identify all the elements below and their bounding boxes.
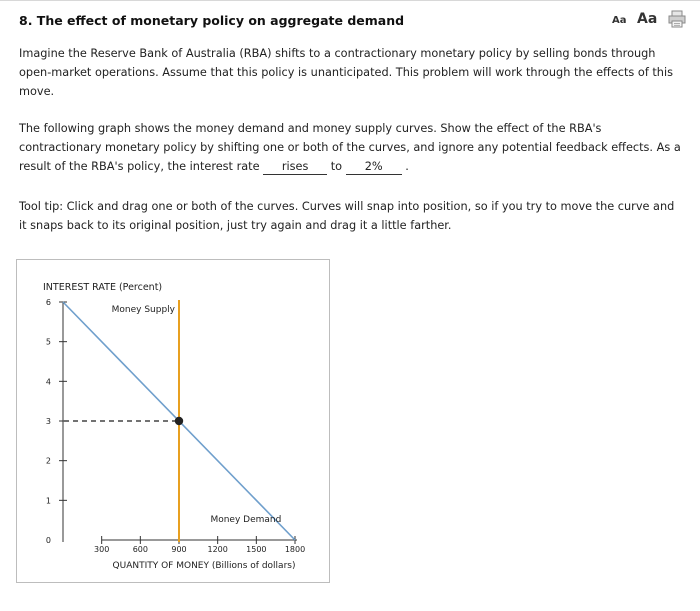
tool-tip-paragraph: Tool tip: Click and drag one or both of the curves. Curves will snap into position, so if you try to move the curve and it snaps back to its original position, just try again and drag it a little farther. — [19, 200, 675, 232]
x-tick-label: 600 — [132, 545, 148, 554]
y-tick-label: 2 — [45, 456, 51, 466]
y-tick-label: 1 — [45, 496, 51, 506]
y-axis-label: INTEREST RATE (Percent) — [43, 282, 163, 293]
y-tick-label: 3 — [45, 417, 51, 426]
x-tick-label: 1200 — [207, 545, 228, 554]
interest-rate-dropdown[interactable]: 2% — [346, 160, 402, 175]
period-text: . — [405, 160, 409, 173]
interest-direction-dropdown[interactable]: rises — [263, 160, 327, 175]
x-tick-label: 1500 — [246, 545, 267, 554]
x-tick-label: 900 — [171, 545, 187, 554]
money-supply-label: Money Supply — [111, 305, 175, 315]
to-text: to — [330, 160, 343, 173]
instruction-text: The following graph shows the money demand and money supply curves. Show the effect of the RBA's contractionary monetary policy by shifting one or both of the curves, and ignore any potential feedback effects. As a result of the RBA's policy, the interest rate — [19, 122, 681, 173]
graph-panel — [16, 259, 330, 583]
top-divider — [0, 0, 700, 1]
equilibrium-point — [175, 417, 183, 425]
printer-icon[interactable] — [668, 10, 686, 28]
increase-font-button[interactable]: Aa — [637, 11, 658, 27]
y-tick-label: 6 — [45, 298, 51, 307]
y-tick-label: 0 — [45, 536, 51, 545]
x-tick-label: 300 — [94, 545, 110, 554]
instruction-paragraph — [19, 119, 684, 176]
y-tick-label: 4 — [45, 377, 51, 387]
x-axis-label: QUANTITY OF MONEY (Billions of dollars) — [112, 561, 296, 571]
x-tick-label: 1800 — [284, 545, 306, 554]
money-market-chart — [17, 260, 329, 582]
intro-paragraph: Imagine the Reserve Bank of Australia (RBA) shifts to a contractionary monetary policy by selling bonds through open-market operations. Assume that this policy is unanticipated. This problem will work through the effects of this move. — [19, 47, 673, 98]
y-tick-label: 5 — [45, 337, 51, 347]
question-title: 8. The effect of monetary policy on aggregate demand — [19, 13, 405, 28]
money-demand-label: Money Demand — [210, 515, 282, 526]
decrease-font-button[interactable]: Aa — [612, 15, 627, 26]
